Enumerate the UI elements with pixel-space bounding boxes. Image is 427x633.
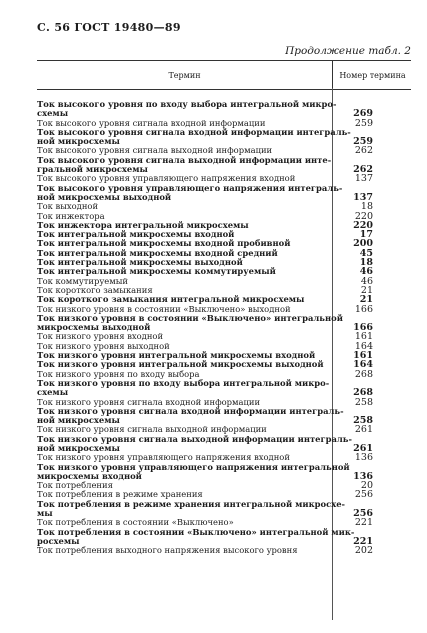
table-caption: Продолжение табл. 2	[285, 45, 411, 57]
term-number: 258	[354, 396, 373, 408]
term-line: Ток высокого уровня управляющего напряжения входной	[37, 173, 296, 184]
term-number: 261	[354, 424, 373, 436]
term-number: 221	[354, 517, 373, 529]
term-line: Ток короткого замыкания интегральной микросхемы	[37, 294, 305, 305]
column-header-term: Термин	[168, 70, 201, 80]
term-line: Ток низкого уровня интегральной микросхемы входной	[37, 350, 316, 361]
term-line: Ток интегральной микросхемы входной средний	[37, 247, 278, 258]
term-number: 136	[353, 470, 373, 482]
term-line: схемы	[37, 387, 69, 398]
term-line: Ток инжектора интегральной микросхемы	[37, 219, 249, 230]
term-number: 221	[353, 535, 373, 547]
term-cell	[37, 312, 343, 333]
term-line: ной микросхемы	[37, 442, 120, 453]
term-line: ной микросхемы выходной	[37, 191, 172, 202]
term-line: росхемы	[37, 535, 80, 546]
term-number: 18	[360, 201, 373, 213]
term-number: 136	[354, 452, 373, 464]
term-number: 164	[354, 340, 373, 352]
term-number: 18	[359, 257, 373, 269]
term-line: Ток интегральной микросхемы входной	[37, 229, 235, 240]
term-number: 164	[353, 359, 373, 371]
term-cell	[37, 379, 329, 398]
term-number: 137	[354, 173, 373, 185]
table-row	[37, 546, 411, 555]
term-line: мы	[37, 508, 53, 519]
term-line: микросхемы входной	[37, 470, 142, 481]
term-number: 137	[353, 191, 373, 203]
term-number: 261	[353, 442, 373, 454]
term-line: Ток высокого уровня сигнала выходной информации инте-	[37, 154, 332, 165]
term-line: Ток низкого уровня по входу выбора интегральной микро-	[37, 377, 330, 388]
term-line: Ток низкого уровня по входу выбора	[37, 368, 200, 379]
table-row	[37, 435, 411, 454]
table-body	[37, 100, 411, 556]
term-line: Ток низкого уровня в состоянии «Выключено» интегральной	[37, 312, 343, 323]
term-cell	[37, 405, 344, 426]
term-line: Ток низкого уровня управляющего напряжения интегральной	[37, 461, 350, 472]
term-line: Ток низкого уровня управляющего напряжения входной	[37, 452, 290, 463]
term-line: Ток высокого уровня сигнала входной информации интеграль-	[37, 126, 351, 137]
term-line: схемы	[37, 108, 69, 119]
term-number: 262	[354, 145, 373, 157]
term-line: Ток потребления в состоянии «Выключено» интегральной мик-	[37, 526, 355, 537]
term-number: 256	[353, 508, 373, 520]
term-line: Ток интегральной микросхемы коммутируемый	[37, 266, 276, 277]
term-number: 220	[353, 219, 373, 231]
term-number: 200	[353, 238, 373, 250]
term-line: Ток потребления выходного напряжения высокого уровня	[37, 545, 298, 556]
term-cell	[37, 182, 343, 203]
term-line: Ток высокого уровня управляющего напряжения интеграль-	[37, 182, 343, 193]
term-number: 161	[353, 350, 373, 362]
table-row	[37, 379, 411, 398]
term-number: 259	[354, 117, 373, 129]
term-number: 161	[354, 331, 373, 343]
term-number: 269	[353, 108, 373, 120]
term-cell	[37, 154, 332, 175]
term-number: 259	[353, 136, 373, 148]
term-number: 45	[359, 247, 373, 259]
term-line: Ток выходной	[37, 201, 99, 212]
term-line: Ток потребления	[37, 480, 113, 491]
term-line: Ток высокого уровня сигнала выходной информации	[37, 145, 273, 156]
term-cell	[37, 433, 352, 454]
term-number: 202	[354, 545, 373, 557]
term-line: Ток интегральной микросхемы входной пробивной	[37, 238, 291, 249]
term-number: 166	[353, 322, 373, 334]
table-row	[37, 314, 411, 333]
term-line: Ток низкого уровня выходной	[37, 340, 170, 351]
term-line: ной микросхемы	[37, 136, 120, 147]
term-line: Ток низкого уровня интегральной микросхемы выходной	[37, 359, 324, 370]
term-line: гральной микросхемы	[37, 164, 148, 175]
term-number: 21	[359, 294, 373, 306]
term-line: Ток низкого уровня сигнала входной информации	[37, 396, 261, 407]
term-line: Ток потребления в режиме хранения интегральной микросхе-	[37, 498, 346, 509]
term-cell	[37, 498, 346, 519]
term-number: 258	[353, 415, 373, 427]
table-row	[37, 500, 411, 519]
term-number: 220	[354, 210, 373, 222]
term-line: Ток коммутируемый	[37, 275, 128, 286]
term-line: микросхемы выходной	[37, 322, 151, 333]
table-row	[37, 463, 411, 482]
term-number: 268	[353, 387, 373, 399]
term-line: Ток высокого уровня сигнала входной информации	[37, 117, 266, 128]
term-cell	[37, 126, 351, 147]
table-row	[37, 407, 411, 426]
table-row	[37, 156, 411, 175]
term-line: Ток низкого уровня сигнала выходной информации интеграль-	[37, 433, 352, 444]
column-header-number: Номер термина	[332, 61, 412, 89]
term-line: ной микросхемы	[37, 415, 120, 426]
table-header	[37, 60, 411, 90]
term-line: Ток низкого уровня входной	[37, 331, 164, 342]
term-line: Ток короткого замыкания	[37, 284, 153, 295]
table-row	[37, 184, 411, 203]
term-number: 262	[353, 164, 373, 176]
term-number: 17	[359, 229, 373, 241]
term-number: 268	[354, 368, 373, 380]
term-cell	[37, 99, 337, 119]
table-row	[37, 100, 411, 119]
term-cell	[37, 526, 355, 547]
page-header: С. 56 ГОСТ 19480—89	[37, 21, 181, 34]
term-line: Ток потребления в режиме хранения	[37, 489, 203, 500]
term-line: Ток низкого уровня сигнала выходной информации	[37, 424, 267, 435]
table-row	[37, 528, 411, 547]
term-line: Ток интегральной микросхемы выходной	[37, 257, 243, 268]
term-number: 46	[359, 266, 373, 278]
term-number: 46	[360, 275, 373, 287]
term-cell	[37, 461, 350, 482]
term-line: Ток инжектора	[37, 210, 105, 221]
term-line: Ток низкого уровня сигнала входной информации интеграль-	[37, 405, 344, 416]
term-line: Ток низкого уровня в состоянии «Выключено» выходной	[37, 303, 291, 314]
term-cell	[37, 546, 329, 555]
table-row	[37, 128, 411, 147]
term-line: Ток потребления в состоянии «Выключено»	[37, 517, 234, 528]
term-number: 166	[354, 303, 373, 315]
term-number: 20	[360, 480, 373, 492]
term-number: 256	[354, 489, 373, 501]
term-line: Ток высокого уровня по входу выбора интегральной микро-	[37, 99, 337, 109]
term-number: 21	[360, 284, 373, 296]
